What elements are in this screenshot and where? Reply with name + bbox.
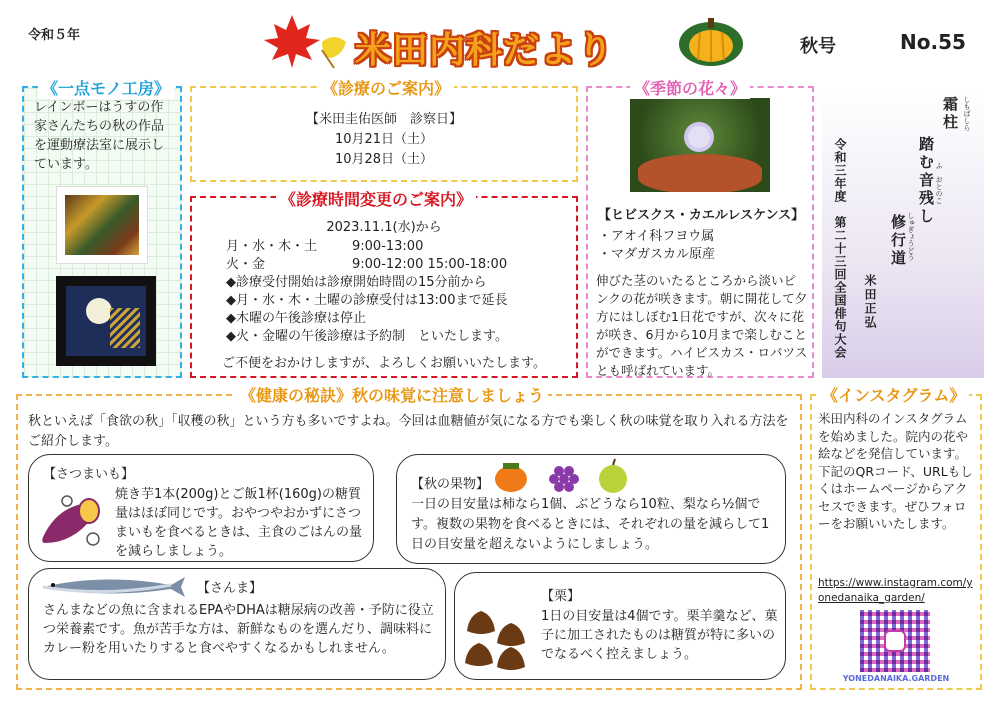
change-note: ◆木曜の午後診療は停止 (226, 311, 366, 326)
qr-label: YONEDANAIKA.GARDEN (842, 674, 950, 683)
fruit-title: 【秋の果物】 (411, 477, 490, 492)
doctor-schedule-heading: 【米田圭佑医師 診察日】 (305, 112, 462, 127)
schedule-date-1: 10月21日（土） (334, 132, 434, 147)
change-box (190, 196, 578, 378)
haiku-line-3: 修行道 (889, 214, 907, 268)
sanma-card (28, 568, 446, 680)
insta-box (810, 394, 982, 690)
ippin-title: 《一点モノ工房》 (38, 76, 174, 99)
haiku-panel (822, 86, 984, 378)
fruits-icon (493, 457, 633, 495)
insta-url-link[interactable]: https://www.instagram.com/yonedanaika_garden/ (818, 577, 973, 604)
ippin-text: レインボーはうすの作家さんたちの秋の作品を運動療法室に展示しています。 (34, 100, 165, 172)
flower-box (586, 86, 814, 378)
kuri-title: 【栗】 (541, 589, 581, 604)
hours-row: 月・水・木・土 9:00-13:00 (226, 239, 424, 254)
imo-title: 【さつまいも】 (43, 467, 135, 482)
flower-photo (630, 98, 770, 192)
change-start-date: 2023.11.1(水)から (326, 220, 442, 235)
fruit-card (396, 454, 786, 564)
haiku-ruby-2: ふ おとのこ (935, 162, 943, 204)
haiku-line-2: 踏む音残し (917, 136, 935, 226)
shinryo-box (190, 86, 578, 182)
insta-text: 米田内科のインスタグラムを始めました。院内の花や絵などを発信しています。下記のQRコード、URLもしくはホームページからアクセスできます。ぜひフォローをお願いいたします。 (818, 411, 973, 531)
pumpkin-icon (676, 12, 746, 67)
flower-fact: ・アオイ科フヨウ属 (598, 229, 715, 244)
change-note: ◆月・水・木・土曜の診療受付は13:00まで延長 (226, 293, 508, 308)
chestnut-icon (461, 603, 537, 671)
sanma-text: さんまなどの魚に含まれるEPAやDHAは糖尿病の改善・予防に役立つ栄養素です。魚が苦手な方は、新鮮なものを選んだり、調味料にカレー粉を用いたりすると食べやすくなるかもしれません。 (43, 603, 434, 656)
haiku-ruby-1: しもばしら (963, 96, 971, 131)
flower-title: 《季節の花々》 (630, 76, 750, 99)
insta-title: 《インスタグラム》 (818, 383, 969, 406)
season-label: 秋号 (800, 36, 836, 57)
sweet-potato-icon (37, 493, 107, 553)
hours-row: 火・金 9:00-12:00 15:00-18:00 (226, 257, 508, 272)
artwork-image-1 (56, 186, 148, 264)
change-note: ◆診療受付開始は診療開始時間の15分前から (226, 275, 487, 290)
health-intro: 秋といえば「食欲の秋」「収穫の秋」という方も多いですよね。今回は血糖値が気になる方でも楽しく秋の味覚を取り入れる方法をご紹介します。 (28, 414, 789, 449)
kuri-card (454, 572, 786, 680)
qr-code-image[interactable] (860, 610, 930, 672)
health-title: 《健康の秘訣》秋の味覚に注意しましょう (236, 383, 548, 406)
change-note: ◆火・金曜の午後診療は予約制 といたします。 (226, 329, 508, 344)
health-box (16, 394, 802, 690)
instagram-icon (884, 630, 906, 652)
change-title: 《診療時間変更のご案内》 (276, 187, 476, 210)
haiku-author: 米田正弘 (863, 274, 877, 330)
haiku-line-1: 霜柱 (941, 96, 959, 132)
haiku-ruby-3: しゅぎょうどう (907, 212, 915, 261)
haiku-competition: 令和三年度 第二十三回全国俳句大会 (833, 138, 847, 359)
maple-leaf-icon (262, 10, 352, 70)
flower-fact: ・マダガスカル原産 (598, 247, 716, 262)
change-apology: ご不便をおかけしますが、よろしくお願いいたします。 (222, 356, 546, 371)
sanma-title: 【さんま】 (197, 581, 263, 596)
ippin-box (22, 86, 182, 378)
shinryo-title: 《診療のご案内》 (318, 76, 454, 99)
era-label: 令和５年 (28, 28, 81, 43)
imo-text: 焼き芋1本(200g)とご飯1杯(160g)の糖質量はほぼ同じです。おやつやおかずにさつまいもを食べるときは、主食のごはんの量を減らしましょう。 (115, 487, 363, 559)
schedule-date-2: 10月28日（土） (334, 152, 434, 167)
kuri-text: 1日の目安量は4個です。栗羊羹など、菓子に加工されたものは糖質が特に多いのでなるべく控えましょう。 (541, 609, 778, 662)
fruit-text: 一日の目安量は柿なら1個、ぶどうなら10粒、梨なら½個です。複数の果物を食べるときには、それぞれの量を減らして1日の目安量を超えないようにしましょう。 (411, 497, 770, 552)
issue-number: No.55 (900, 30, 966, 54)
sanma-fish-icon (39, 573, 189, 599)
newsletter-title: 米田内科だより (355, 30, 615, 71)
flower-description: 伸びた茎のいたるところから淡いピンクの花が咲きます。朝に開花して夕方にはしぼむ1日花ですが、次々に花が咲き、6月から10月まで楽しむことができます。ハイビスカス・ロバツスとも呼ばれています。 (596, 273, 808, 378)
imo-card (28, 454, 374, 562)
flower-name: 【ヒビスクス・カエルレスケンス】 (598, 208, 805, 223)
artwork-image-2 (56, 276, 156, 366)
